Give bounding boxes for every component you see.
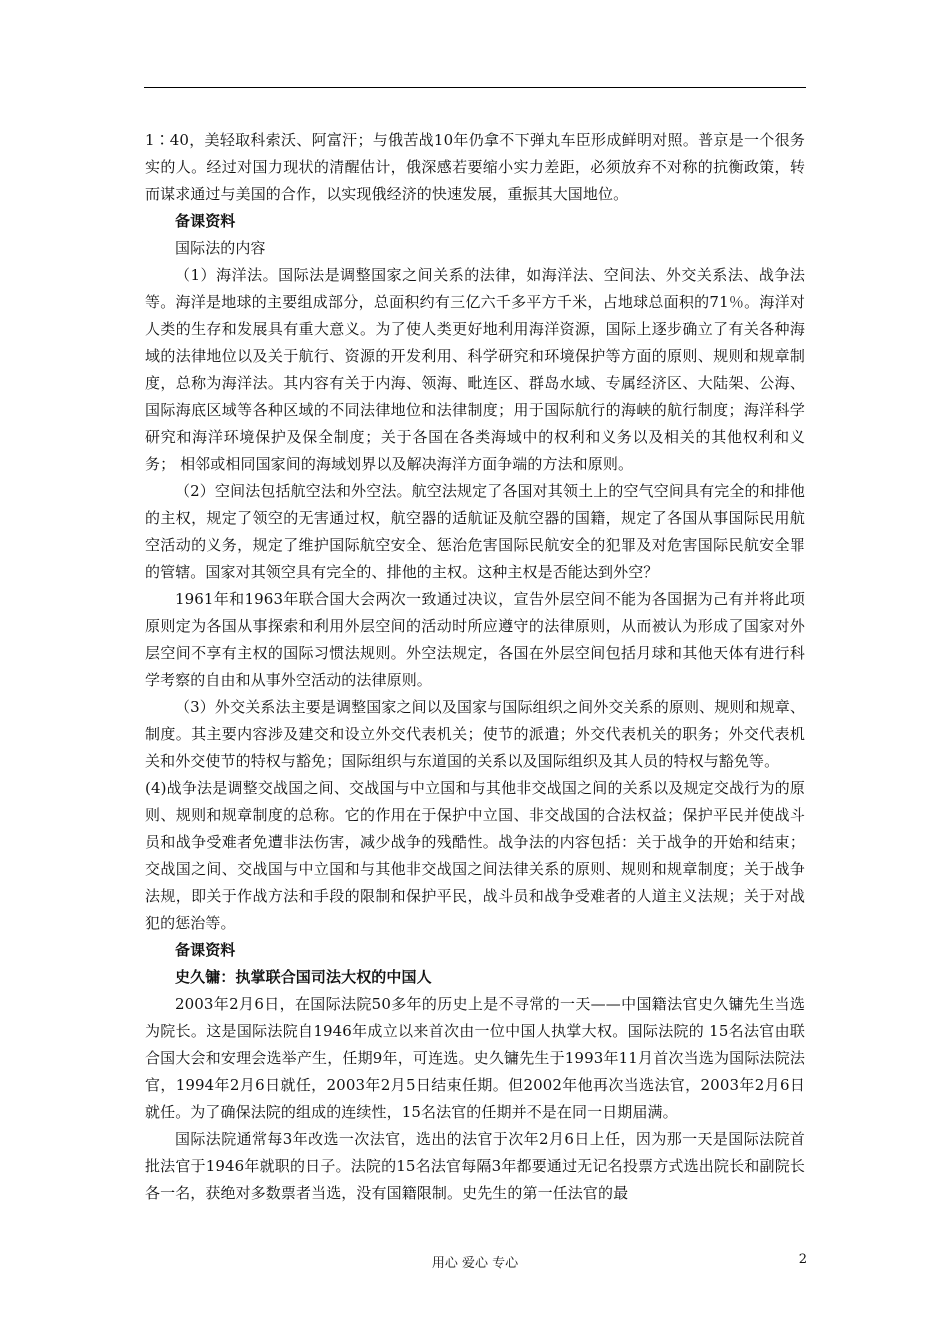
paragraph: （3）外交关系法主要是调整国家之间以及国家与国际组织之间外交关系的原则、规则和规章、制度。其主要内容涉及建交和设立外交代表机关；使节的派遣；外交代表机关的职务；外交代表机关和外交使节的特权与豁免；国际组织与东道国的关系以及国际组织及其人员的特权与豁免等。 — [145, 698, 805, 770]
paragraph: 2003年2月6日，在国际法院50多年的历史上是不寻常的一天——中国籍法官史久镛先生当选为院长。这是国际法院自1946年成立以来首次由一位中国人执掌大权。国际法院的 15名法官由联合国大会和安理会选举产生，任期9年，可连选。史久镛先生于1993年11月首次当选为国际法院法官，1994年2月6日就任，2003年2月5日结束任期。但2002年他再次当选法官，2003年2月6日就任。为了确保法院的组成的连续性，15名法官的任期并不是在同一日期届满。 — [145, 995, 805, 1121]
section-heading: 备课资料 — [175, 941, 236, 959]
document-body — [145, 127, 805, 1207]
paragraph: 1∶40，美轻取科索沃、阿富汗；与俄苦战10年仍拿不下弹丸车臣形成鲜明对照。普京是一个很务实的人。经过对国力现状的清醒估计，俄深感若要缩小实力差距，必须放弃不对称的抗衡政策，转而谋求通过与美国的合作，以实现俄经济的快速发展，重振其大国地位。 — [145, 131, 805, 203]
paragraph: （1）海洋法。国际法是调整国家之间关系的法律，如海洋法、空间法、外交关系法、战争法等。海洋是地球的主要组成部分，总面积约有三亿六千多平方千米，占地球总面积的71％。海洋对人类的生存和发展具有重大意义。为了使人类更好地利用海洋资源，国际上逐步确立了有关各种海域的法律地位以及关于航行、资源的开发利用、科学研究和环境保护等方面的原则、规则和规章制度，总称为海洋法。其内容有关于内海、领海、毗连区、群岛水域、专属经济区、大陆架、公海、国际海底区域等各种区域的不同法律地位和法律制度；用于国际航行的海峡的航行制度；海洋科学研究和海洋环境保护及保全制度；关于各国在各类海域中的权利和义务以及相关的其他权利和义务； 相邻或相同国家间的海域划界以及解决海洋方面争端的方法和原则。 — [145, 266, 805, 473]
header-rule — [144, 87, 806, 88]
section-heading: 备课资料 — [175, 212, 236, 230]
subheading: 国际法的内容 — [175, 239, 266, 257]
paragraph: 1961年和1963年联合国大会两次一致通过决议，宣告外层空间不能为各国据为己有并将此项原则定为各国从事探索和利用外层空间的活动时所应遵守的法律原则，从而被认为形成了国家对外层空间不享有主权的国际习惯法规则。外空法规定，各国在外层空间包括月球和其他天体有进行科学考察的自由和从事外空活动的法律原则。 — [145, 590, 805, 689]
paragraph: 国际法院通常每3年改选一次法官，选出的法官于次年2月6日上任，因为那一天是国际法院首批法官于1946年就职的日子。法院的15名法官每隔3年都要通过无记名投票方式选出院长和副院长各一名，获绝对多数票者当选，没有国籍限制。史先生的第一任法官的最 — [145, 1130, 805, 1202]
article-title: 史久镛：执掌联合国司法大权的中国人 — [175, 968, 432, 986]
footer-motto: 用心 爱心 专心 — [431, 1256, 519, 1271]
paragraph: (4)战争法是调整交战国之间、交战国与中立国和与其他非交战国之间的关系以及规定交战行为的原则、规则和规章制度的总称。它的作用在于保护中立国、非交战国的合法权益；保护平民并使战斗员和战争受难者免遭非法伤害，减少战争的残酷性。战争法的内容包括：关于战争的开始和结束；交战国之间、交战国与中立国和与其他非交战国之间法律关系的原则、规则和规章制度；关于战争法规，即关于作战方法和手段的限制和保护平民，战斗员和战争受难者的人道主义法规；关于对战犯的惩治等。 — [145, 779, 805, 932]
paragraph: （2）空间法包括航空法和外空法。航空法规定了各国对其领土上的空气空间具有完全的和排他的主权，规定了领空的无害通过权，航空器的适航证及航空器的国籍，规定了各国从事国际民用航空活动的义务，规定了维护国际航空安全、惩治危害国际民航安全的犯罪及对危害国际民航安全罪的管辖。国家对其领空具有完全的、排他的主权。这种主权是否能达到外空？ — [145, 482, 805, 581]
page-number: 2 — [798, 1252, 807, 1267]
